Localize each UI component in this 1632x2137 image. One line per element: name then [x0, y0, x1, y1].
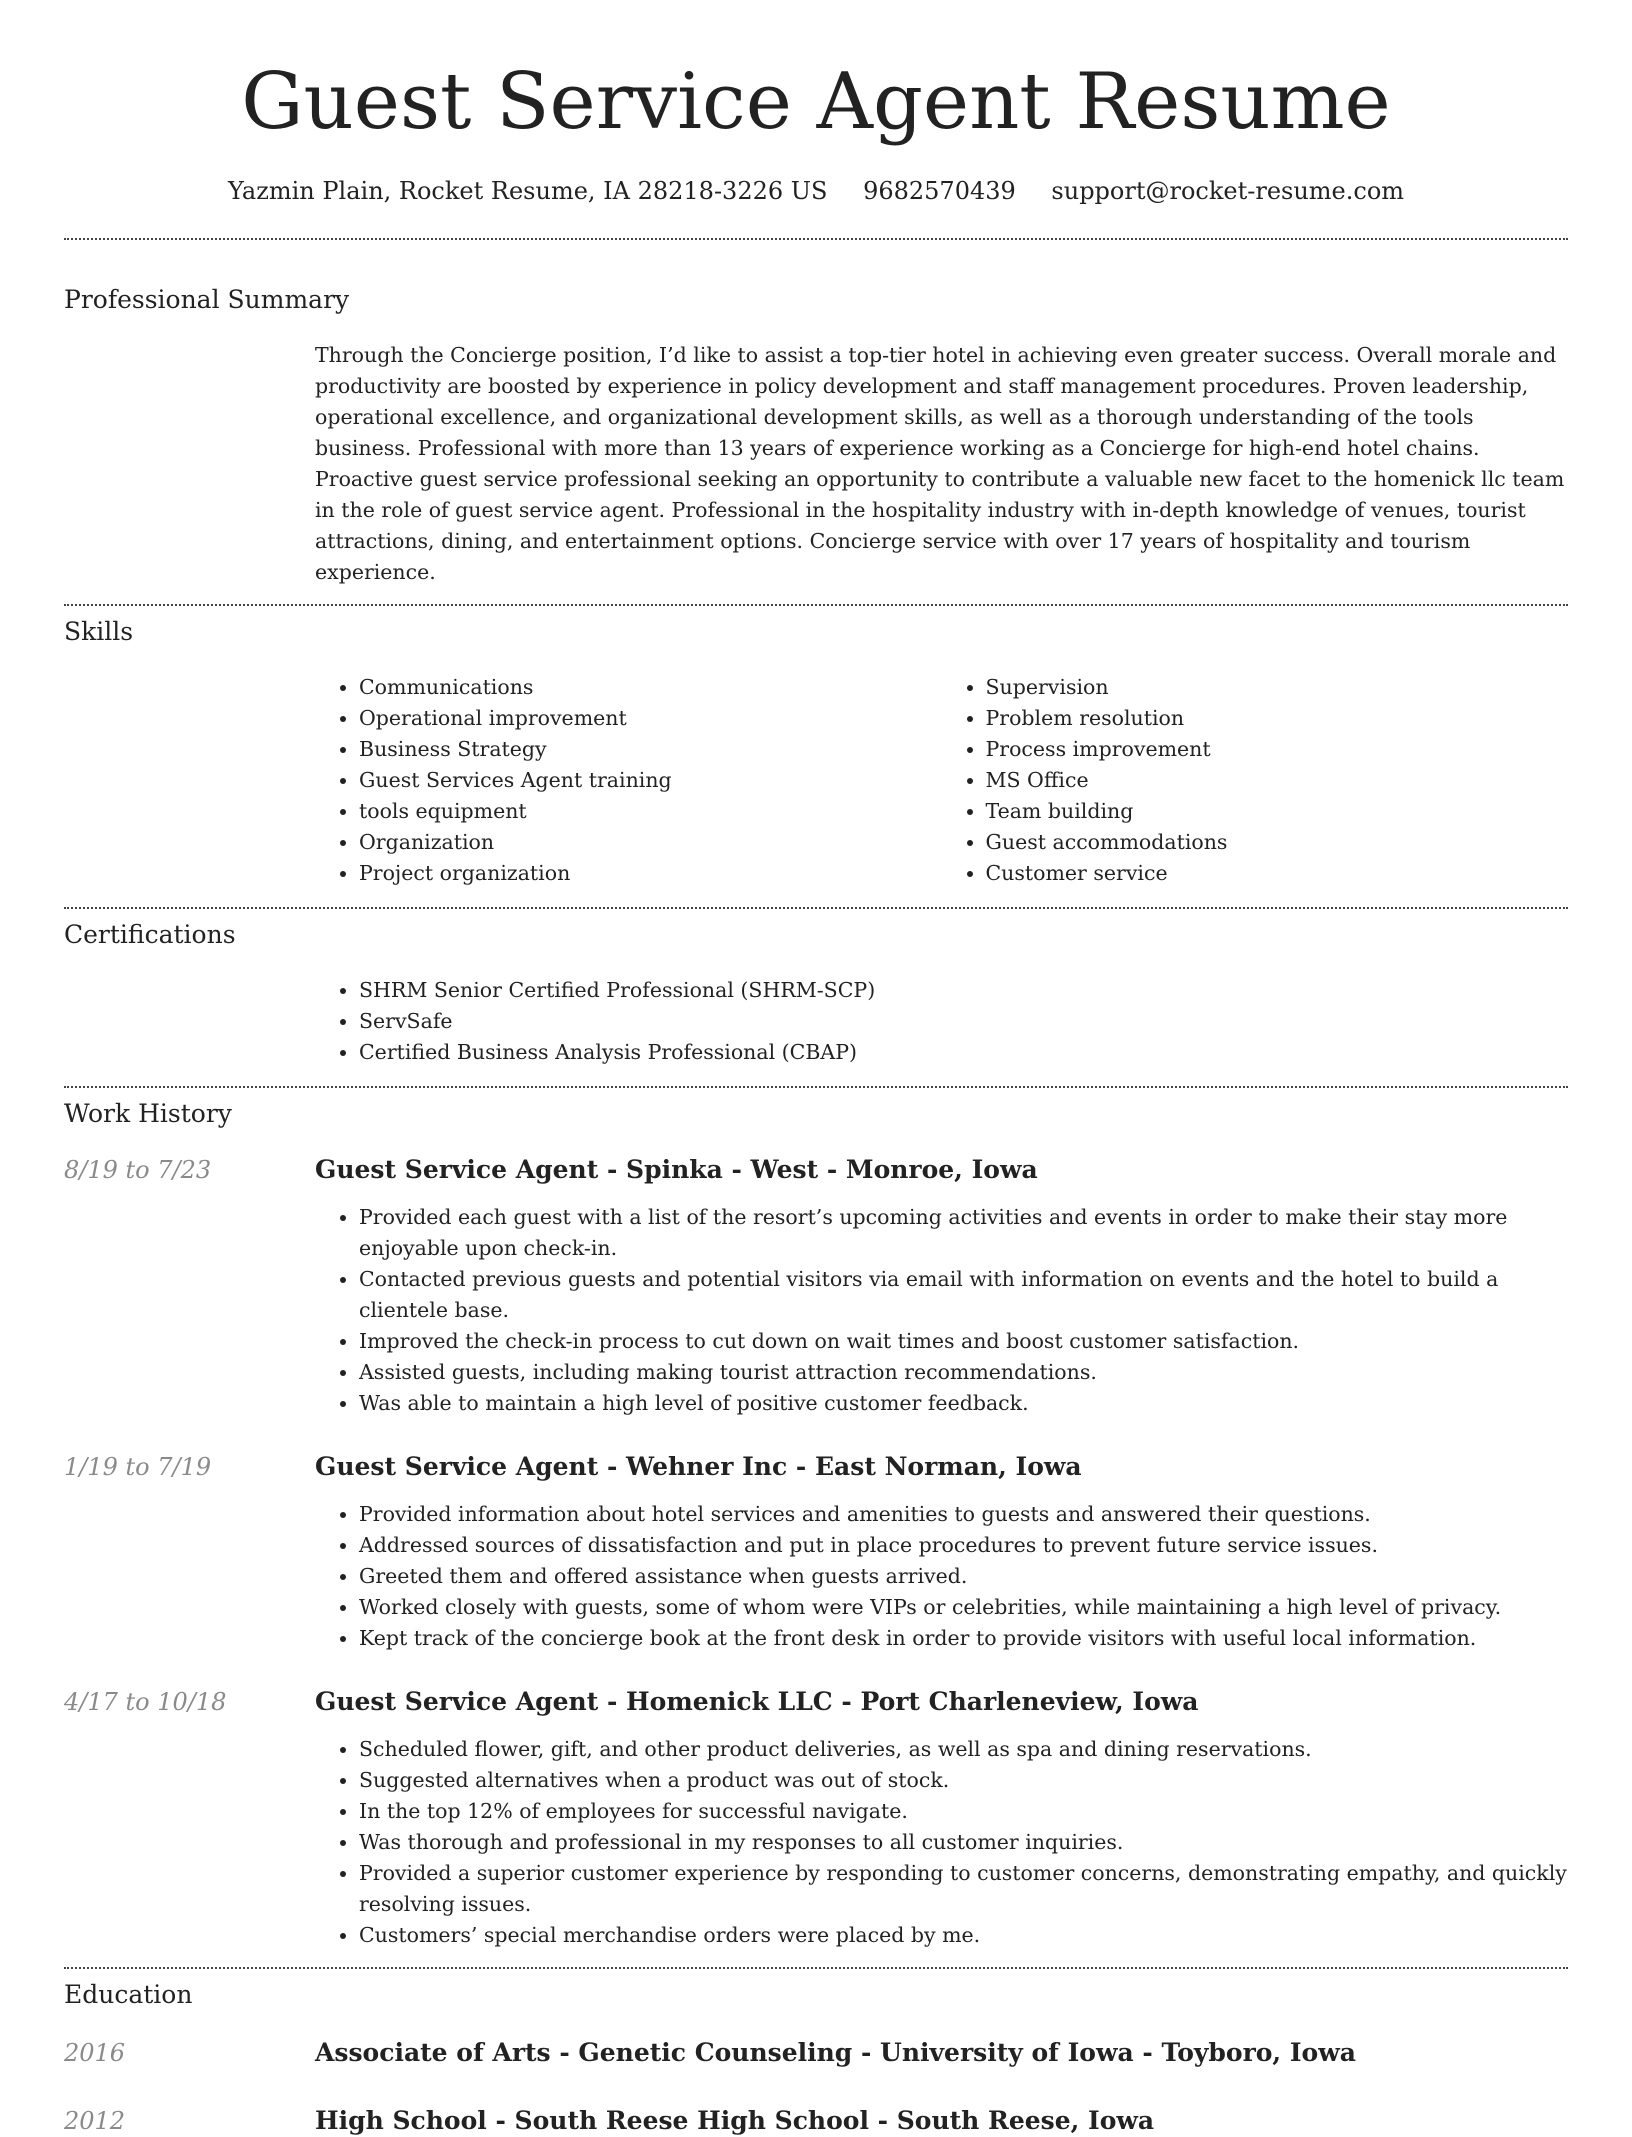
- certification-item: • ServSafe: [359, 1006, 1568, 1037]
- contact-phone: 9682570439: [863, 177, 1016, 205]
- skill-item: • Project organization: [359, 858, 942, 889]
- job-bullets: [315, 1202, 1568, 1419]
- summary-text: Through the Concierge position, I’d like to assist a top-tier hotel in achieving even greater success. Overall morale and productivity are boosted by experience in policy development and staff management procedures. Proven leadership, operational excellence, and organizational development skills, as well as a thorough understanding of the tools business. Professional with more than 13 years of experience working as a Concierge for high-end hotel chains. Proactive guest service professional seeking an opportunity to contribute a valuable new facet to the homenick llc team in the role of guest service agent. Professional in the hospitality industry with in-depth knowledge of venues, tourist attractions, dining, and entertainment options. Concierge service with over 17 years of hospitality and tourism experience.: [315, 343, 1565, 584]
- job-bullet: • Assisted guests, including making tourist attraction recommendations.: [359, 1357, 1568, 1388]
- skill-item: • Supervision: [986, 672, 1569, 703]
- job-bullet: • Provided information about hotel services and amenities to guests and answered their questions.: [359, 1499, 1568, 1530]
- skill-item: • Problem resolution: [986, 703, 1569, 734]
- section-divider: [64, 604, 1568, 606]
- section-divider: [64, 238, 1568, 240]
- job-bullet: • Was able to maintain a high level of positive customer feedback.: [359, 1388, 1568, 1419]
- skill-item: • Communications: [359, 672, 942, 703]
- skills-list-left: [315, 672, 942, 889]
- certification-item: • SHRM Senior Certified Professional (SHRM-SCP): [359, 975, 1568, 1006]
- skill-item: • Team building: [986, 796, 1569, 827]
- certifications-list: [315, 975, 1568, 1068]
- education-section: [64, 1979, 1568, 2137]
- education-year: 2016: [64, 2039, 126, 2067]
- skill-item: • tools equipment: [359, 796, 942, 827]
- education-entry: [64, 2105, 1568, 2137]
- job-entry: [64, 1154, 1568, 1419]
- certifications-section: [64, 919, 1568, 1068]
- skills-list-right: [942, 672, 1569, 889]
- job-bullet: • Worked closely with guests, some of whom were VIPs or celebrities, while maintaining a high level of privacy.: [359, 1592, 1568, 1623]
- job-bullet: • Customers’ special merchandise orders were placed by me.: [359, 1920, 1568, 1951]
- work-history-section: [64, 1098, 1568, 1951]
- skill-item: • Operational improvement: [359, 703, 942, 734]
- job-bullet: • Kept track of the concierge book at the front desk in order to provide visitors with useful local information.: [359, 1623, 1568, 1654]
- job-dates: 8/19 to 7/23: [64, 1156, 212, 1184]
- section-divider: [64, 1967, 1568, 1969]
- education-heading: Education: [64, 1980, 193, 2009]
- contact-email: support@rocket-resume.com: [1051, 177, 1405, 205]
- job-title: Guest Service Agent - Spinka - West - Monroe, Iowa: [315, 1155, 1038, 1184]
- contact-line: [64, 174, 1568, 208]
- work-history-heading: Work History: [64, 1099, 232, 1128]
- job-bullet: • Was thorough and professional in my responses to all customer inquiries.: [359, 1827, 1568, 1858]
- skills-section: [64, 616, 1568, 889]
- job-title: Guest Service Agent - Homenick LLC - Port Charleneview, Iowa: [315, 1687, 1199, 1716]
- job-bullet: • Addressed sources of dissatisfaction and put in place procedures to prevent future service issues.: [359, 1530, 1568, 1561]
- section-divider: [64, 907, 1568, 909]
- skill-item: • Process improvement: [986, 734, 1569, 765]
- skill-item: • Business Strategy: [359, 734, 942, 765]
- job-bullet: • Provided a superior customer experience by responding to customer concerns, demonstrating empathy, and quickly resolving issues.: [359, 1858, 1568, 1920]
- job-entry: [64, 1451, 1568, 1654]
- certifications-heading: Certifications: [64, 920, 236, 949]
- section-divider: [64, 1086, 1568, 1088]
- job-dates: 1/19 to 7/19: [64, 1453, 212, 1481]
- job-entry: [64, 1686, 1568, 1951]
- education-year: 2012: [64, 2107, 126, 2135]
- job-title: Guest Service Agent - Wehner Inc - East Norman, Iowa: [315, 1452, 1082, 1481]
- summary-heading: Professional Summary: [64, 285, 350, 314]
- skill-item: • Guest Services Agent training: [359, 765, 942, 796]
- contact-address: Yazmin Plain, Rocket Resume, IA 28218-3226 US: [227, 177, 828, 205]
- job-bullet: • Contacted previous guests and potential visitors via email with information on events and the hotel to build a clientele base.: [359, 1264, 1568, 1326]
- skill-item: • Customer service: [986, 858, 1569, 889]
- resume-title: Guest Service Agent Resume: [241, 57, 1391, 147]
- job-bullets: [315, 1499, 1568, 1654]
- skill-item: • Guest accommodations: [986, 827, 1569, 858]
- job-bullets: [315, 1734, 1568, 1951]
- job-bullet: • Suggested alternatives when a product was out of stock.: [359, 1765, 1568, 1796]
- job-bullet: • Greeted them and offered assistance when guests arrived.: [359, 1561, 1568, 1592]
- education-degree: Associate of Arts - Genetic Counseling - University of Iowa - Toyboro, Iowa: [315, 2038, 1356, 2067]
- skill-item: • Organization: [359, 827, 942, 858]
- job-bullet: • Improved the check-in process to cut down on wait times and boost customer satisfaction.: [359, 1326, 1568, 1357]
- skill-item: • MS Office: [986, 765, 1569, 796]
- education-entry: [64, 2037, 1568, 2069]
- skills-heading: Skills: [64, 617, 134, 646]
- resume-page: [64, 0, 1568, 2137]
- certification-item: • Certified Business Analysis Professional (CBAP): [359, 1037, 1568, 1068]
- job-bullet: • Scheduled flower, gift, and other product deliveries, as well as spa and dining reservations.: [359, 1734, 1568, 1765]
- job-dates: 4/17 to 10/18: [64, 1688, 227, 1716]
- job-bullet: • Provided each guest with a list of the resort’s upcoming activities and events in order to make their stay more enjoyable upon check-in.: [359, 1202, 1568, 1264]
- summary-section: [64, 284, 1568, 588]
- education-degree: High School - South Reese High School - South Reese, Iowa: [315, 2106, 1155, 2135]
- job-bullet: • In the top 12% of employees for successful navigate.: [359, 1796, 1568, 1827]
